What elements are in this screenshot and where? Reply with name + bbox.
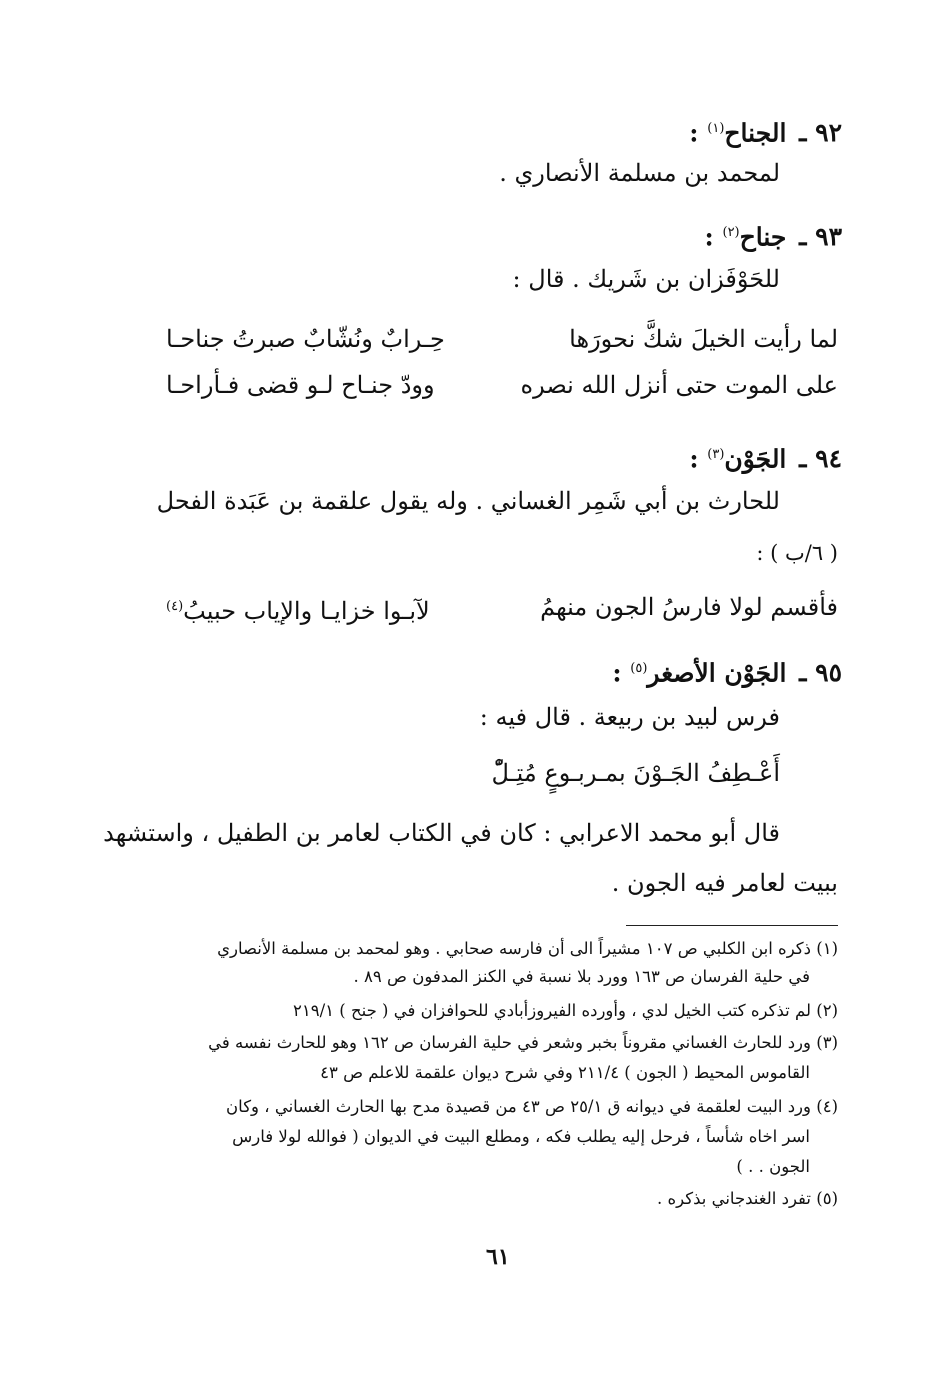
footnote-5: (٥) تفرد الغندجاني بذكره . <box>656 1189 838 1208</box>
footnote-ref: (٢) <box>722 225 740 240</box>
entry-title: جناح <box>739 222 787 252</box>
colon: : <box>612 658 622 688</box>
entry-heading-94 <box>689 438 842 476</box>
footnote-3: (٣) ورد للحارث الغساني مقروناً بخبر وشعر في حلية الفرسان ص ١٦٢ وهو للحارث نفسه في <box>208 1033 838 1052</box>
footnote-1-continued: في حلية الفرسان ص ١٦٣ وورد بلا نسبة في الكنز المدفون ص ٨٩ . <box>353 967 810 986</box>
entry-title: الجناح <box>724 118 787 148</box>
verse-hemistich-second: حِـرابٌ ونُشّابٌ صبرتُ جناحـا <box>166 325 445 353</box>
footnote-separator <box>626 925 838 926</box>
verse-hemistich-text: لآبـوا خزايـا والإياب حبيبُ <box>183 597 430 625</box>
entry-text-92: لمحمد بن مسلمة الأنصاري . <box>499 159 780 187</box>
footnote-ref: (٤) <box>166 599 184 614</box>
entry-text-94: للحارث بن أبي شَمِر الغساني . وله يقول علقمة بن عَبَدة الفحل <box>156 487 780 515</box>
colon: : <box>704 222 714 252</box>
verse-hemistich-second <box>166 590 430 628</box>
verse-hemistich-second: وودّ جنـاح لـو قضى فـأراحـا <box>166 371 435 399</box>
entry-text-93: للحَوْفَزان بن شَريك . قال : <box>512 265 780 293</box>
colon: : <box>689 444 699 474</box>
entry-text-94-continued: ( ٦/ب ) : <box>756 541 838 565</box>
entry-heading-95 <box>612 652 842 690</box>
footnote-4: (٤) ورد البيت لعلقمة في ديوانه ق ٢٥/١ ص ٤٣ من قصيدة مدح بها الحارث الغساني ، وكان <box>226 1097 838 1116</box>
entry-heading-93 <box>705 216 842 254</box>
entry-text-95-note: قال أبو محمد الاعرابي : كان في الكتاب لعامر بن الطفيل ، واستشهد <box>103 819 780 847</box>
entry-title: الجَوْن <box>724 444 787 474</box>
footnote-ref: (١) <box>707 121 725 136</box>
entry-title: الجَوْن الأصغر <box>647 658 787 688</box>
verse-line <box>166 590 838 628</box>
footnote-4-continued-2: الجون . . ) <box>736 1157 810 1176</box>
colon: : <box>689 118 699 148</box>
footnote-ref: (٣) <box>707 447 725 462</box>
footnote-1: (١) ذكره ابن الكلبي ص ١٠٧ مشيراً الى أن فارسه صحابي . وهو لمحمد بن مسلمة الأنصاري <box>217 939 838 958</box>
verse-half-line: أَعْـطِفُ الجَـوْنَ بمـربـوعٍ مُتِـلّْ <box>491 759 780 787</box>
footnote-4-continued: اسر اخاه شأساً ، فرحل إليه يطلب فكه ، ومطلع البيت في الديوان ( فوالله لولا فارس <box>232 1127 810 1146</box>
entry-heading-92 <box>689 112 842 150</box>
footnote-ref: (٥) <box>630 661 648 676</box>
verse-line <box>166 322 838 356</box>
verse-hemistich-first: فأقسم لولا فارسُ الجون منهمُ <box>540 593 838 621</box>
footnote-3-continued: القاموس المحيط ( الجون ) ٢١١/٤ وفي شرح ديوان علقمة للاعلم ص ٤٣ <box>320 1063 810 1082</box>
entry-text-95-note-continued: ببيت لعامر فيه الجون . <box>611 869 838 897</box>
verse-hemistich-first: على الموت حتى أنزل الله نصره <box>520 371 838 399</box>
entry-text-95: فرس لبيد بن ربيعة . قال فيه : <box>479 703 780 731</box>
page-number: ٦١ <box>486 1244 510 1270</box>
entry-number: ٩٣ ـ <box>799 222 842 252</box>
entry-number: ٩٤ ـ <box>799 444 842 474</box>
entry-number: ٩٢ ـ <box>799 118 842 148</box>
entry-number: ٩٥ ـ <box>799 658 842 688</box>
footnote-2: (٢) لم تذكره كتب الخيل لدي ، وأورده الفيروزأبادي للحوافزان في ( جنح ) ٢١٩/١ <box>293 1001 838 1020</box>
verse-hemistich-first: لما رأيت الخيلَ شكَّ نحورَها <box>569 325 838 353</box>
verse-line <box>166 368 838 402</box>
